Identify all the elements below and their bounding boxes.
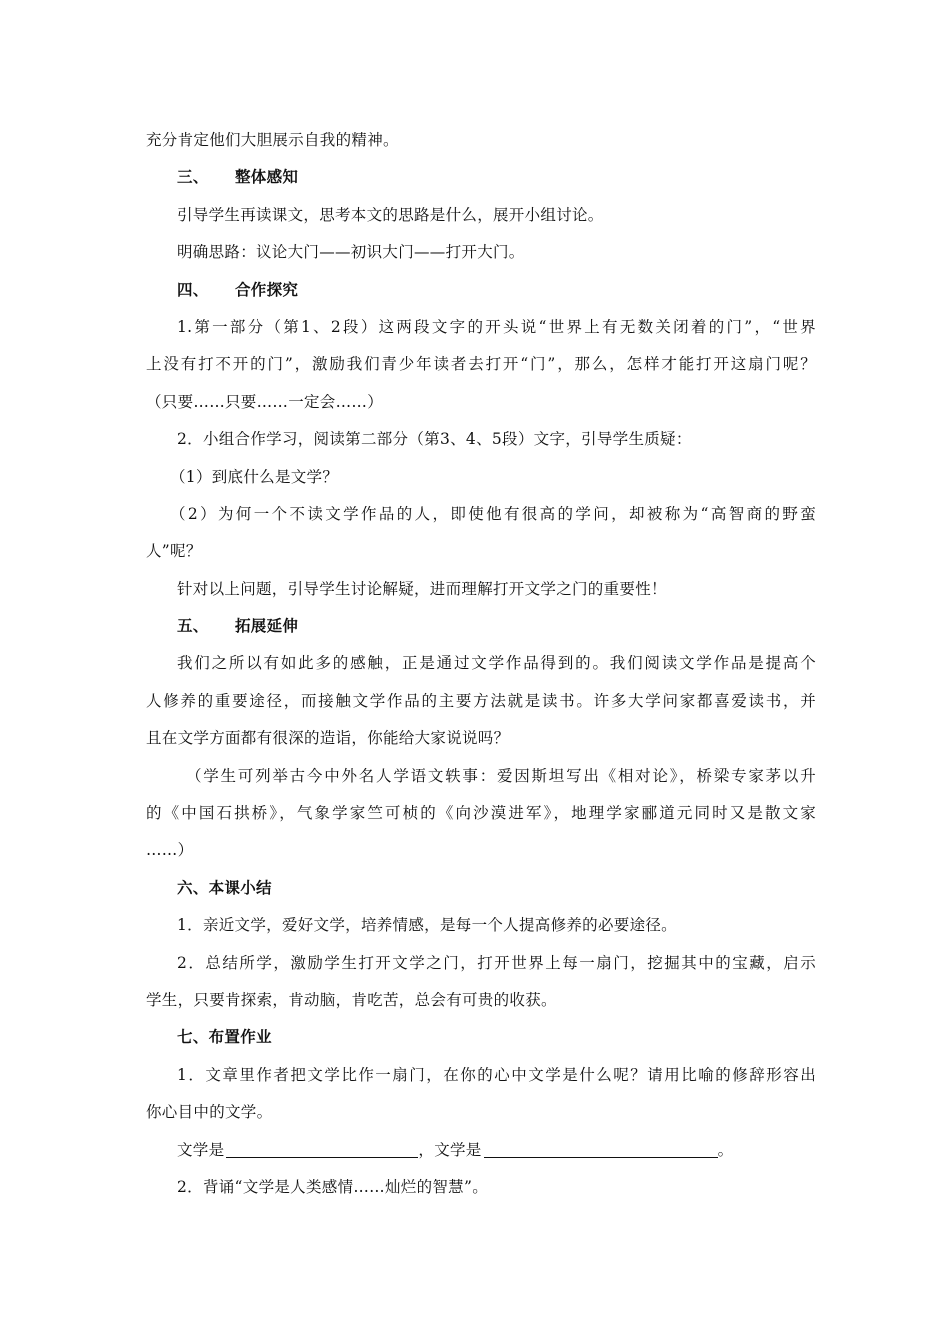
section-heading-7: 七、布置作业 [177,1028,272,1047]
paragraph-line: 你心目中的文学。 [146,1103,273,1122]
paragraph-line: 人”呢？ [146,542,202,561]
section-title: 拓展延伸 [235,617,299,636]
paragraph-line: 我们之所以有如此多的感触，正是通过文学作品得到的。我们阅读文学作品是提高个 [177,654,816,673]
fill-in-line [146,1132,816,1169]
paragraph-line: 1．亲近文学，爱好文学，培养情感，是每一个人提高修养的必要途径。 [177,916,677,935]
paragraph-line: 明确思路：议论大门——初识大门——打开大门。 [177,243,525,262]
section-number: 三、 [177,168,209,187]
section-heading-4 [146,272,816,309]
paragraph-line: 上没有打不开的门”，激励我们青少年读者去打开“门”，那么，怎样才能打开这扇门呢？ [146,355,816,374]
section-heading-5 [146,608,816,645]
paragraph-line: （1）到底什么是文学？ [170,467,339,486]
paragraph-line: 学生，只要肯探索，肯动脑，肯吃苦，总会有可贵的收获。 [146,990,557,1009]
paragraph-line: 1．文章里作者把文学比作一扇门，在你的心中文学是什么呢？请用比喻的修辞形容出 [177,1065,816,1084]
fill-label-1: 文学是 [177,1140,225,1159]
section-number: 四、 [177,280,209,299]
paragraph-line: 且在文学方面都有很深的造诣，你能给大家说说吗？ [146,729,510,748]
paragraph-line: （只要……只要……一定会……） [146,392,384,411]
paragraph-line: ……） [146,841,194,860]
paragraph-line: 人修养的重要途径，而接触文学作品的主要方法就是读书。许多大学问家都喜爱读书，并 [146,691,816,710]
paragraph-line: 的《中国石拱桥》，气象学家竺可桢的《向沙漠进军》，地理学家郦道元同时又是散文家 [146,804,816,823]
paragraph-line: 2．背诵“文学是人类感情……灿烂的智慧”。 [177,1177,489,1196]
paragraph-line: 充分肯定他们大胆展示自我的精神。 [146,131,399,149]
blank-field-1[interactable] [226,1139,418,1158]
document-page [146,122,816,1206]
section-heading-6: 六、本课小结 [177,878,272,897]
section-title: 合作探究 [235,280,299,299]
paragraph-line: （2）为何一个不读文学作品的人，即使他有很高的学问，却被称为“高智商的野蛮 [170,504,816,523]
paragraph-line: 2．小组合作学习，阅读第二部分（第3、4、5段）文字，引导学生质疑： [177,430,692,449]
section-heading-3 [146,159,816,196]
section-title: 整体感知 [235,168,299,187]
paragraph-line: 针对以上问题，引导学生讨论解疑，进而理解打开文学之门的重要性！ [177,579,667,598]
paragraph-line: 2．总结所学，激励学生打开文学之门，打开世界上每一扇门，挖掘其中的宝藏，启示 [177,953,816,972]
paragraph-line: 1.第一部分（第1、2段）这两段文字的开头说“世界上有无数关闭着的门”，“世界 [177,317,816,336]
fill-end: 。 [717,1140,734,1159]
paragraph-line: （学生可列举古今中外名人学语文轶事：爱因斯坦写出《相对论》，桥梁专家茅以升 [186,766,816,785]
fill-label-2: ，文学是 [418,1140,482,1159]
paragraph-line: 引导学生再读课文，思考本文的思路是什么，展开小组讨论。 [177,205,604,224]
section-number: 五、 [177,617,209,636]
blank-field-2[interactable] [484,1139,718,1158]
